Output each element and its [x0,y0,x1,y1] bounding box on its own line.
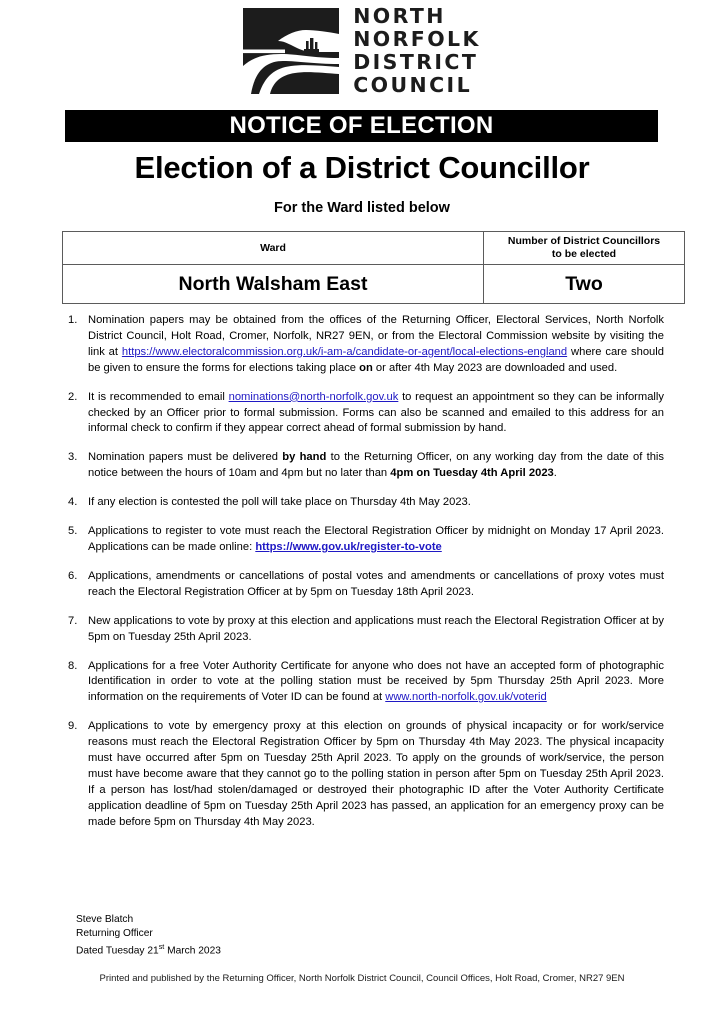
list-item-number: 5. [68,525,78,538]
north-norfolk-coast-logo-icon [243,8,339,94]
list-item-number: 1. [68,314,78,326]
notice-list [62,313,664,844]
emphasis-text: on [359,361,373,374]
cell-councillor-count: Two [484,265,685,304]
inline-link[interactable]: nominations@north-norfolk.gov.uk [228,390,399,403]
list-item [62,614,664,646]
notice-date-prefix: Dated Tuesday 21 [76,945,159,957]
signature-block [76,913,221,959]
body-text: or after 4th May 2023 are downloaded and used. [372,361,618,374]
body-text: It is recommended to email [88,390,229,403]
council-logo-wordmark [353,5,481,97]
list-item-text [88,313,664,377]
header-ward: Ward [63,232,484,265]
list-item-text [88,569,664,601]
list-item-number: 6. [68,569,78,582]
body-text: If any election is contested the poll will take place on Thursday 4th May 2023. [88,496,471,509]
list-item-text [88,495,664,511]
list-item-text [88,390,664,438]
list-item-text [88,524,664,556]
body-text: Applications to register to vote must reach the Electoral Registration Officer by midnight on Monday 17 April 2023. Applications can be made online: [88,525,664,553]
body-text: Nomination papers may be obtained from the offices of the Returning Officer, Electoral Services, North Norfolk District Council, Holt Road, Cromer, Norfolk, NR27 9EN, or from the Electoral Commission website by visiting the link at [88,314,664,358]
page-title: Election of a District Councillor [134,150,590,185]
cell-ward-name: North Walsham East [63,265,484,304]
inline-link[interactable]: www.north-norfolk.gov.uk/voterid [385,691,547,704]
council-logo [0,0,724,97]
body-text: New applications to vote by proxy at this election and applications must reach the Electoral Registration Officer at by 5pm on Tuesday 25th April 2023. [88,614,664,643]
list-item [62,569,664,601]
list-item [62,524,664,556]
officer-role: Returning Officer [76,928,153,940]
list-item [62,313,664,377]
list-item [62,450,664,482]
officer-name: Steve Blatch [76,914,134,925]
list-item-number: 4. [68,496,78,509]
body-text: Applications for a free Voter Authority Certificate for anyone who does not have an accepted form of photographic Identification in order to vote at the polling station must be received by 5pm Thursday 25th April 2023. More information on the requirements of Voter ID can be found at [88,659,664,704]
table-row [63,265,685,304]
header-number-line-1: Number of District Councillors [507,234,661,247]
logo-line-3: DISTRICT [353,50,479,74]
list-item-text [88,719,664,830]
notice-date-ordinal: st [158,941,165,951]
logo-line-1: NORTH [353,4,446,29]
ward-table [62,231,685,304]
body-text: Nomination papers must be delivered [88,451,283,464]
body-text: Applications to vote by emergency proxy at this election on grounds of physical incapacity or for work/service reasons must reach the Electoral Registration Officer by 5pm on Thursday 4th May 2023. The physical incapacity must have occurred after 5pm on Tuesday 25th April 2023. To apply on the grounds of work/service, the person must have become aware that they cannot go to the polling station in person after 5pm on Tuesday 25th April 2023. If a person has lost/had stolen/damaged or destroyed their photographic ID after the Voter Authority Certificate application deadline of 5pm on Tuesday 25th April 2023 has passed, an application for an emergency proxy can be made before 5pm on Thursday 4th May 2023. [88,720,664,828]
list-item-number: 8. [68,659,78,672]
list-item-number: 7. [68,614,78,627]
page-subtitle: For the Ward listed below [274,200,450,216]
table-header-row [63,232,685,265]
logo-line-2: NORFOLK [353,27,481,52]
list-item [62,719,664,830]
notice-banner: NOTICE OF ELECTION [65,110,658,142]
logo-line-4: COUNCIL [353,72,473,97]
list-item-number: 3. [68,451,78,464]
header-number-of-councillors [484,232,685,265]
inline-link[interactable]: https://www.electoralcommission.org.uk/i-am-a/candidate-or-agent/local-elections-england [121,345,568,358]
list-item-text [88,659,664,707]
list-item [62,390,664,438]
body-text: Applications, amendments or cancellations of postal votes and amendments or cancellations of proxy votes must reach the Electoral Registration Officer at by 5pm on Tuesday 18th April 2023. [88,569,664,598]
notice-date-suffix: March 2023 [164,945,221,957]
header-number-line-2: to be elected [551,248,617,260]
document-footer: Printed and published by the Returning Officer, North Norfolk District Council, Council Offices, Holt Road, Cromer, NR27 9EN [99,973,625,984]
notice-date [76,942,221,959]
list-item-text [88,614,664,646]
body-text: where care should be given to ensure the forms for elections taking place [88,345,664,374]
list-item-number: 2. [68,390,78,403]
body-text: . [553,467,557,480]
list-item [62,659,664,707]
list-item-text [88,450,664,482]
emphasis-text: by hand [282,451,327,464]
list-item [62,495,664,511]
list-item-number: 9. [68,720,78,733]
body-text: to request an appointment so they can be informally checked by an Officer prior to formal submission. Forms can also be scanned and emailed to this address for an informal check to confirm if they appear correct ahead of formal submission by hand. [88,390,664,435]
inline-link[interactable]: https://www.gov.uk/register-to-vote [255,540,442,553]
emphasis-text: 4pm on Tuesday 4th April 2023 [390,467,554,480]
body-text: to the Returning Officer, on any working day from the date of this notice between the hours of 10am and 4pm but no later than [88,451,664,480]
